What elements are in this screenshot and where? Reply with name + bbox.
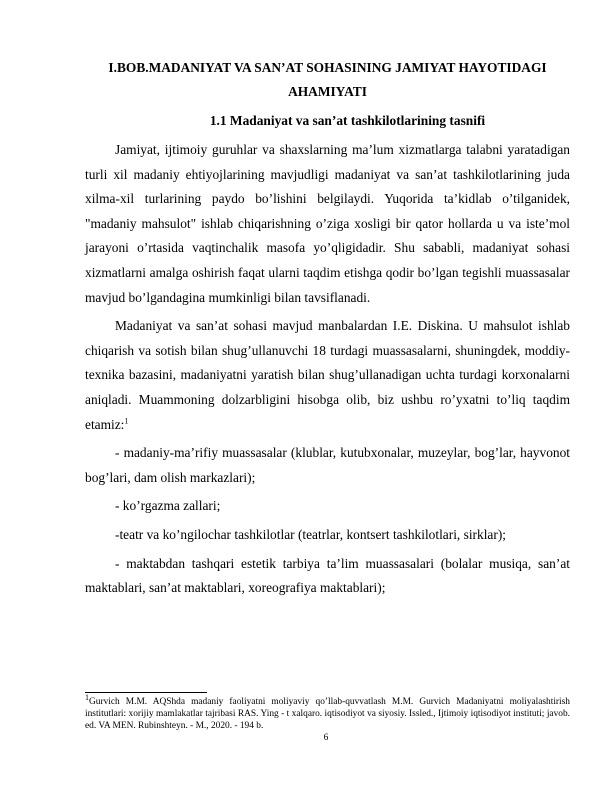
- footnote: [85, 692, 570, 732]
- footnote-separator: [85, 692, 207, 693]
- paragraph: [85, 314, 570, 437]
- list-item: - maktabdan tashqari estetik tarbiya ta’lim muassasalari (bolalar musiqa, san’at maktablari, san’at maktablari, xoreografiya maktablari);: [85, 555, 570, 596]
- paragraph: Jamiyat, ijtimoiy guruhlar va shaxslarning ma’lum xizmatlarga talabni yaratadigan turli xil madaniy ehtiyojlarining mavjudligi madaniyat va san’at tashkilotlarining juda xilma-xil turlarining paydo bo’lishini belgilaydi. Yuqorida ta’kidlab o’tilganidek, "madaniy mahsulot" ishlab chiqarishning o’ziga xosligi bir qator hollarda u va iste’mol jarayoni o’rtasida vaqtinchalik masofa yo’qligidadir. Shu sababli, madaniyat sohasi xizmatlarni amalga oshirish faqat ularni taqdim etishga qodir bo’lgan tegishli muassasalar mavjud bo’lgandagina mumkinligi bilan tavsiflanadi.: [85, 142, 570, 305]
- chapter-title: [85, 56, 570, 104]
- chapter-title-line2: AHAMIYATI: [288, 84, 367, 99]
- footnote-mark: 1: [85, 692, 89, 702]
- paragraph-text: Madaniyat va san’at sohasi mavjud manbalardan I.E. Diskina. U mahsulot ishlab chiqarish va sotish bilan shug’ullanuvchi 18 turdagi muassasalarni, shuningdek, moddiy-texnika bazasini, madaniyatni yaratish bilan shug’ullanadigan uchta turdagi korxonalarni aniqladi. Muammoning dolzarbligini hisobga olib, biz ushbu ro’yxatni to’liq taqdim etamiz:: [85, 318, 570, 432]
- footnote-text: Gurvich M.M. AQShda madaniy faoliyatni moliyaviy qo’llab-quvvatlash M.M. Gurvich Madaniyatni moliyalashtirish institutlari: xorijiy mamlakatlar tajribasi RAS. Ying - t xalqaro. iqtisodiyot va siyosiy. Issled., Ijtimoiy iqtisodiyot instituti; javob. ed. VA MEN. Rubinshteyn. - M., 2020. - 194 b.: [85, 697, 570, 731]
- list-item: -teatr va ko’ngilochar tashkilotlar (teatrlar, kontsert tashkilotlari, sirklar);: [115, 526, 507, 542]
- page-number: 6: [323, 733, 329, 743]
- footnote-reference[interactable]: 1: [124, 416, 129, 426]
- list-item: - ko’rgazma zallari;: [115, 498, 221, 514]
- list-item: - madaniy-ma’rifiy muassasalar (klublar, kutubxonalar, muzeylar, bog’lar, hayvonot bog’lari, dam olish markazlari);: [85, 445, 570, 485]
- page-body: [85, 56, 570, 605]
- section-title: 1.1 Madaniyat va san’at tashkilotlarining tasnifi: [209, 113, 486, 128]
- chapter-title-line1: I.BOB.MADANIYAT VA SAN’AT SOHASINING JAMIYAT HAYOTIDAGI: [108, 60, 547, 75]
